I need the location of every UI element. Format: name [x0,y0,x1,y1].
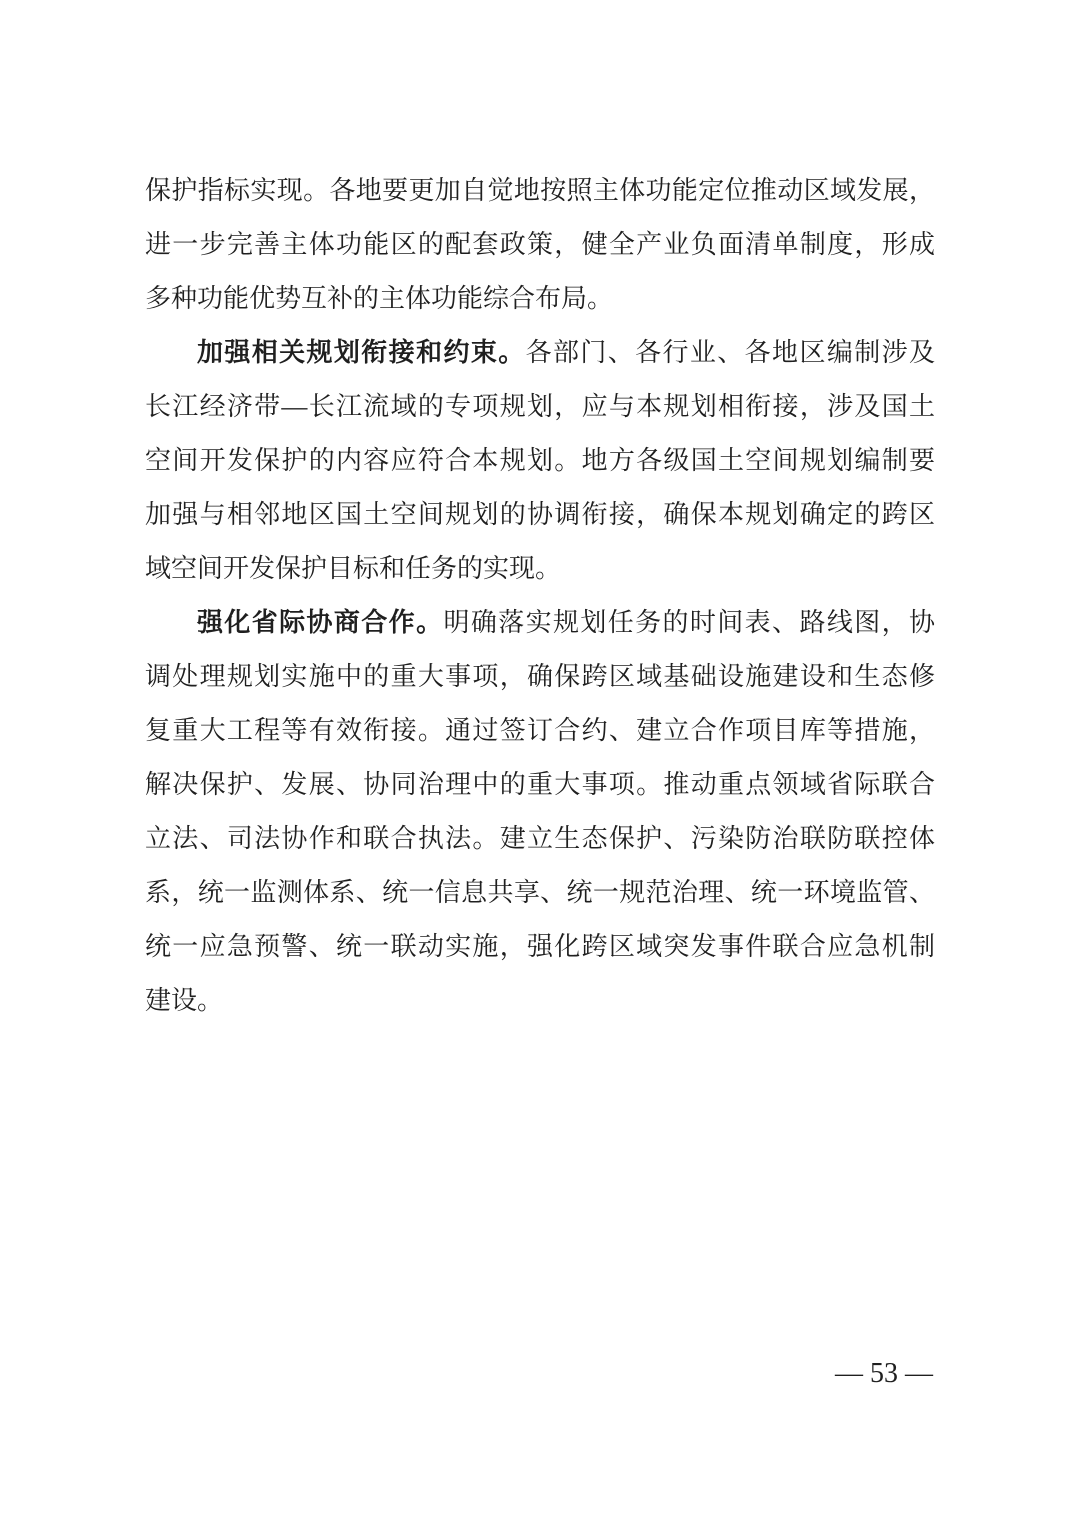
text-segment: 立法、司法协作和联合执法。建立生态保护、污染防治联防联控体 [145,824,935,853]
text-segment: 空间开发保护的内容应符合本规划。地方各级国土空间规划编制要 [145,446,935,475]
text-line [145,434,935,488]
text-line [145,812,935,866]
page-number: — 53 — [835,1358,933,1389]
body-text [145,164,935,1028]
text-segment: 长江经济带—长江流域的专项规划，应与本规划相衔接，涉及国土 [145,392,935,421]
text-line [145,758,935,812]
text-segment: 调处理规划实施中的重大事项，确保跨区域基础设施建设和生态修 [145,662,935,691]
text-segment: 建设。 [145,986,224,1015]
text-line [145,272,935,326]
text-segment: 域空间开发保护目标和任务的实现。 [145,554,562,583]
text-line [145,542,935,596]
text-segment: 复重大工程等有效衔接。通过签订合约、建立合作项目库等措施， [145,716,935,745]
text-segment: 各部门、各行业、各地区编制涉及 [525,338,935,367]
text-line [145,974,935,1028]
text-line [145,488,935,542]
text-segment: 保护指标实现。各地要更加自觉地按照主体功能定位推动区域发展， [145,176,935,205]
text-segment: 加强与相邻地区国土空间规划的协调衔接，确保本规划确定的跨区 [145,500,935,529]
text-line [145,326,935,380]
text-segment: 统一应急预警、统一联动实施，强化跨区域突发事件联合应急机制 [145,932,935,961]
text-segment: 系，统一监测体系、统一信息共享、统一规范治理、统一环境监管、 [145,878,935,907]
paragraph-lead: 加强相关规划衔接和约束。 [197,338,526,367]
text-segment: 多种功能优势互补的主体功能综合布局。 [145,284,614,313]
text-line [145,218,935,272]
text-line [145,164,935,218]
text-line [145,704,935,758]
paragraph-lead: 强化省际协商合作。 [197,608,444,637]
text-line [145,380,935,434]
text-line [145,596,935,650]
text-segment: 解决保护、发展、协同治理中的重大事项。推动重点领域省际联合 [145,770,935,799]
text-segment: 进一步完善主体功能区的配套政策，健全产业负面清单制度，形成 [145,230,935,259]
text-line [145,866,935,920]
text-line [145,920,935,974]
text-line [145,650,935,704]
text-segment: 明确落实规划任务的时间表、路线图，协 [443,608,935,637]
